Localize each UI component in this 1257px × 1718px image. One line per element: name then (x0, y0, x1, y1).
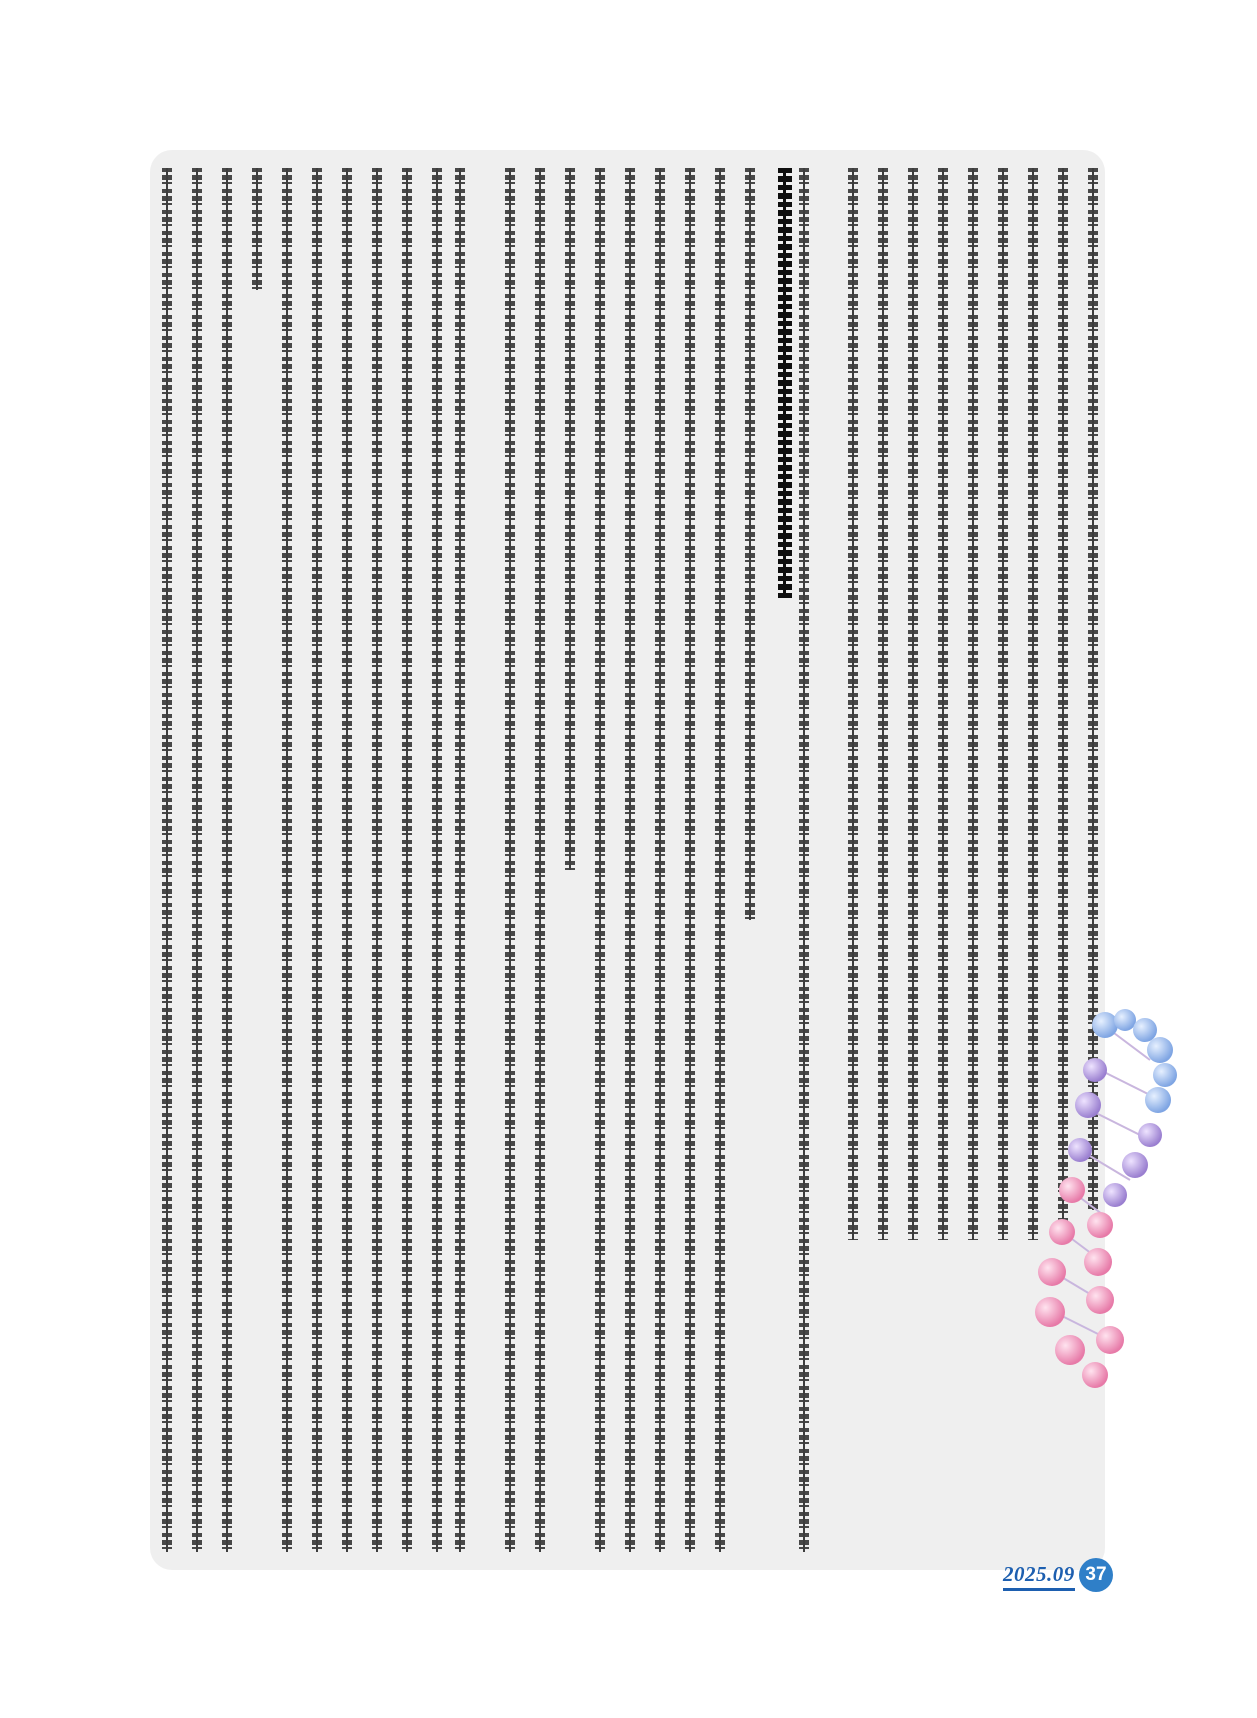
text-column-middle (495, 150, 815, 1570)
mongolian-text-line (908, 168, 918, 1240)
mongolian-text-line (222, 168, 232, 1552)
mongolian-text-line (402, 168, 412, 1552)
mongolian-text-line (878, 168, 888, 1240)
mongolian-text-line (595, 168, 605, 1552)
mongolian-text-line (505, 168, 515, 1552)
text-column-left (150, 150, 470, 1570)
mongolian-text-line (655, 168, 665, 1552)
mongolian-text-line (799, 168, 809, 1552)
page-number: 37 (1085, 1564, 1107, 1585)
mongolian-text-line (342, 168, 352, 1552)
article-panel (150, 150, 1105, 1570)
mongolian-text-line (162, 168, 172, 1552)
mongolian-text-line (192, 168, 202, 1552)
issue-date-underline (1003, 1588, 1075, 1591)
mongolian-text-line (312, 168, 322, 1552)
dna-strand-blue (1092, 1009, 1177, 1113)
mongolian-text-line (535, 168, 545, 1552)
mongolian-text-line (745, 168, 755, 920)
page-footer (1003, 1558, 1113, 1594)
mongolian-text-line (625, 168, 635, 1552)
mongolian-text-line (968, 168, 978, 1240)
mongolian-text-line (432, 168, 442, 1552)
mongolian-text-line (848, 168, 858, 1240)
dna-illustration (1000, 1000, 1220, 1400)
mongolian-text-line (372, 168, 382, 1552)
issue-date: 2025.09 (1003, 1562, 1075, 1586)
mongolian-text-line (282, 168, 292, 1552)
mongolian-text-line (685, 168, 695, 1552)
page-number-badge (1079, 1558, 1113, 1592)
mongolian-text-line (565, 168, 575, 870)
mongolian-text-line (715, 168, 725, 1552)
mongolian-text-line (252, 168, 262, 290)
dna-strand-pink (1035, 1177, 1124, 1388)
section-heading (778, 168, 792, 598)
mongolian-text-line (938, 168, 948, 1240)
mongolian-text-line (455, 168, 465, 1552)
